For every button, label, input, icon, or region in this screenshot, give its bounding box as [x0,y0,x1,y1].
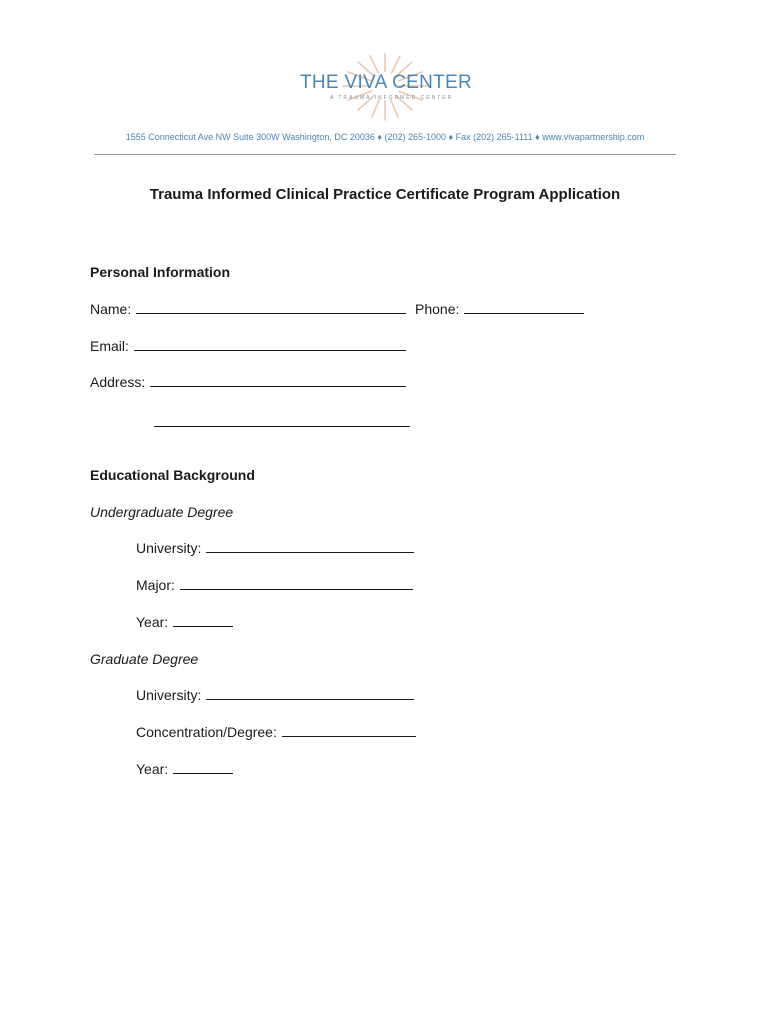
address-row [90,374,406,390]
grad-year-field[interactable] [173,773,233,774]
address-label: Address: [90,374,146,390]
contact-address-line: 1555 Connecticut Ave NW Suite 300W Washington, DC 20036 ♦ (202) 265-1000 ♦ Fax (202) 265-1111 ♦ www.vivapartnership.com [125,132,645,142]
grad-university-row [136,687,414,703]
logo-tagline: A TRAUMA INFORMED CENTER [330,95,454,101]
undergrad-major-field[interactable] [180,589,413,590]
educational-background-heading: Educational Background [90,467,255,483]
grad-concentration-field[interactable] [282,736,416,737]
personal-information-heading: Personal Information [90,264,231,280]
grad-university-field[interactable] [206,699,414,700]
undergrad-university-label: University: [136,540,202,556]
viva-center-logo [300,50,473,122]
phone-field[interactable] [464,313,584,314]
graduate-degree-heading: Graduate Degree [90,651,199,667]
email-label: Email: [90,338,129,354]
undergrad-major-row [136,577,413,593]
phone-label: Phone: [415,301,460,317]
form-title: Trauma Informed Clinical Practice Certificate Program Application [149,186,621,203]
undergrad-year-field[interactable] [173,626,233,627]
undergrad-year-label: Year: [136,614,169,630]
grad-year-row [136,761,233,777]
name-field[interactable] [136,313,406,314]
grad-concentration-label: Concentration/Degree: [136,724,277,740]
grad-year-label: Year: [136,761,169,777]
header-divider [94,154,676,155]
logo-text: THE VIVA CENTER [300,72,473,93]
undergrad-university-field[interactable] [206,552,414,553]
undergrad-university-row [136,540,414,556]
phone-row [415,301,584,317]
address-field-line-2[interactable] [154,426,410,427]
undergrad-major-label: Major: [136,577,175,593]
grad-university-label: University: [136,687,202,703]
undergraduate-degree-heading: Undergraduate Degree [90,504,234,520]
grad-concentration-row [136,724,416,740]
name-row [90,301,406,317]
name-label: Name: [90,301,132,317]
email-field[interactable] [134,350,406,351]
undergrad-year-row [136,614,233,630]
email-row [90,338,406,354]
address-field-line-1[interactable] [150,386,406,387]
